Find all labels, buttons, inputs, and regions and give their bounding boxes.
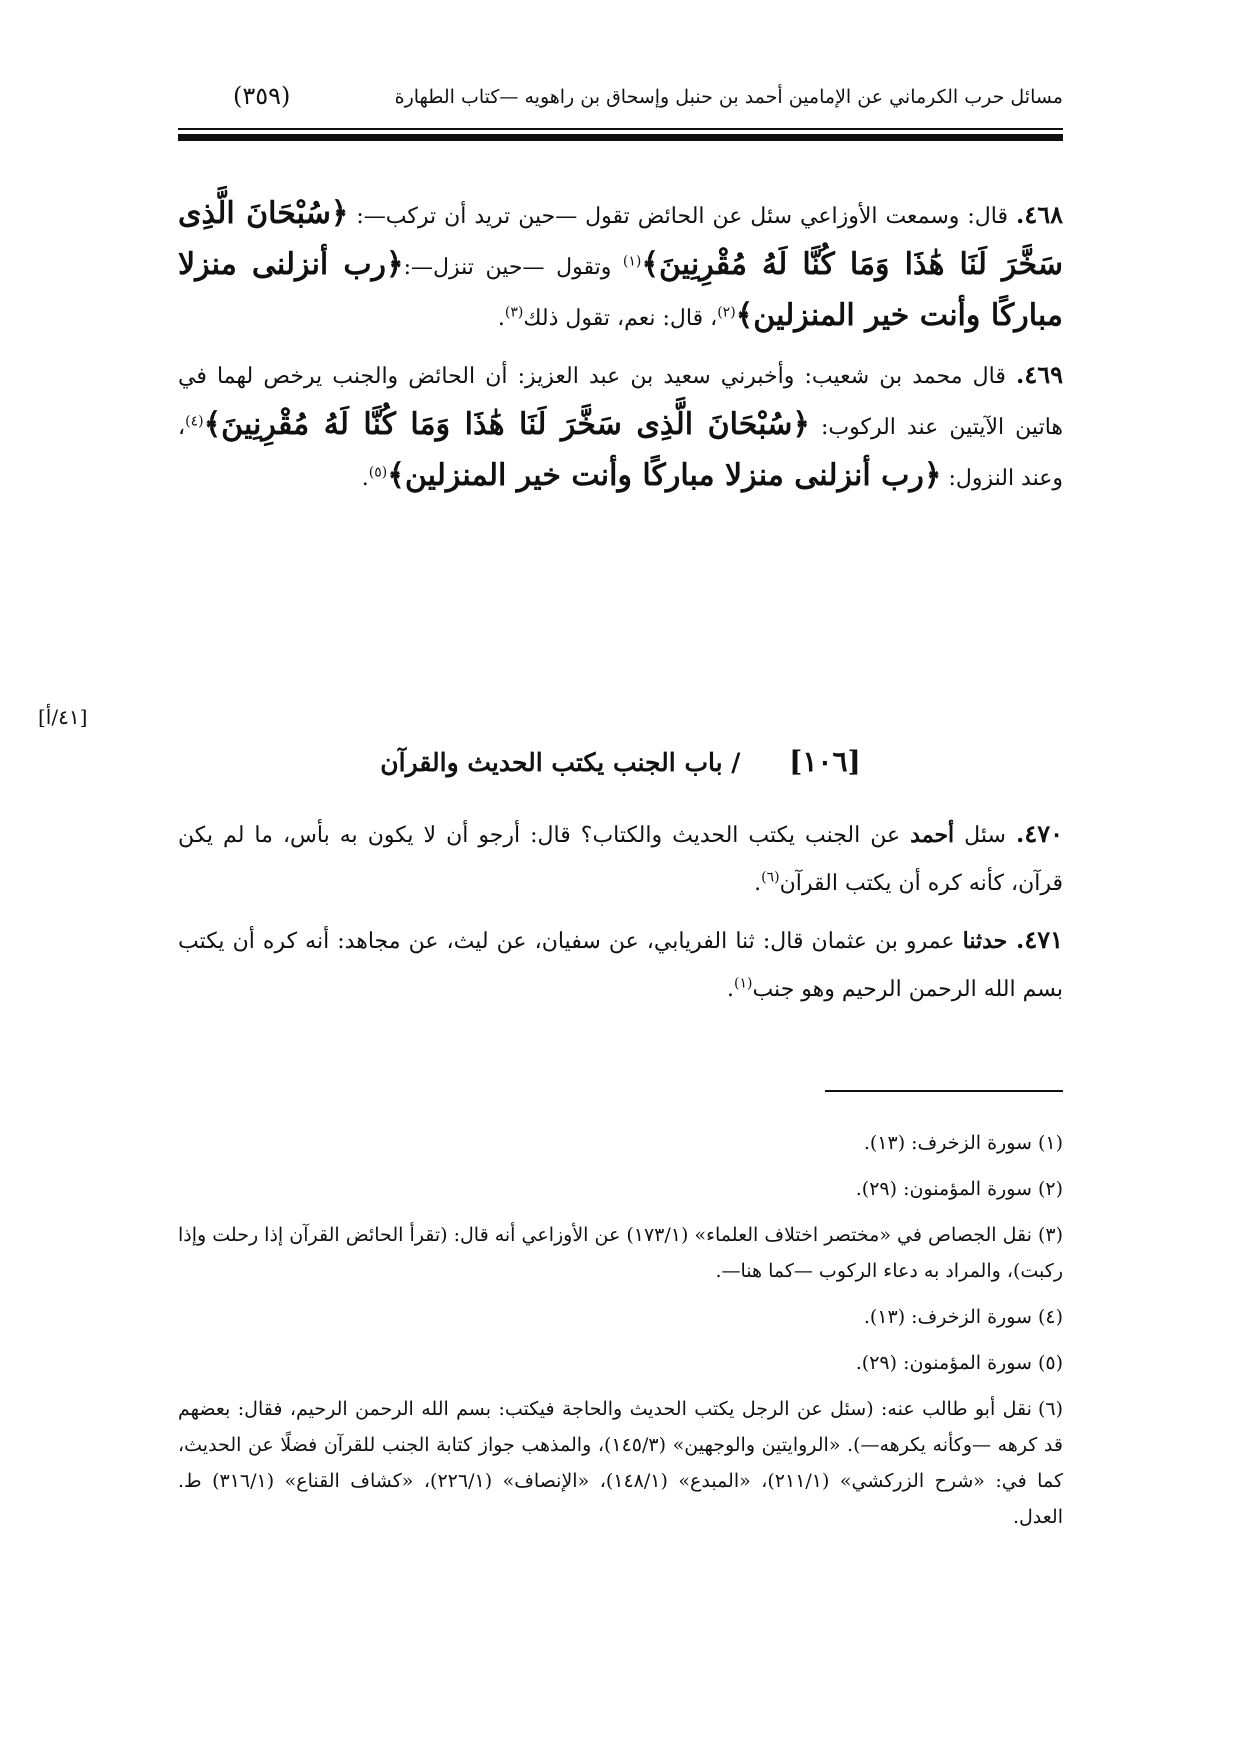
footnote-text: سورة المؤمنون: (٢٩).	[855, 1178, 1032, 1200]
header-rule-thick	[178, 134, 1063, 141]
footnote-text: سورة الزخرف: (١٣).	[863, 1306, 1032, 1328]
quran-verse: ﴿سُبْحَانَ الَّذِى سَخَّرَ لَنَا هَٰذَا وَمَا كُنَّا لَهُ مُقْرِنِينَ﴾	[203, 407, 810, 442]
chapter-number: [١٠٦]	[789, 745, 861, 778]
paragraph-text: وتقول —حين تنزل—:	[403, 255, 623, 280]
quran-verse: ﴿سُبْحَانَ الَّذِى سَخَّرَ لَنَا هَٰذَا وَمَا كُنَّا لَهُ مُقْرِنِينَ﴾	[178, 196, 1063, 282]
chapter-heading	[178, 745, 1063, 778]
page-number: (٣٥٩)	[233, 82, 291, 110]
footnote-ref: (٣)	[504, 304, 524, 321]
paragraph-text: عمرو بن عثمان قال: ثنا الفريابي، عن سفيان، عن ليث، عن مجاهد: أنه كره أن يكتب بسم الله الرحمن الرحيم وهو جنب	[178, 929, 1063, 1002]
main-text-upper	[178, 190, 1063, 503]
footnote-text: سورة المؤمنون: (٢٩).	[855, 1352, 1032, 1374]
footnote-text: نقل أبو طالب عنه: (سئل عن الرجل يكتب الحديث والحاجة فيكتب: بسم الله الرحمن الرحيم، فقال: بعضهم قد كرهه —وكأنه يكرهه—). «الروايتين والوجهين» (١٤٥/٣)، والمذهب جواز كتابة الجنب للقرآن فضلًا عن الحديث، كما في: «شرح الزركشي» (٢١١/١)، «المبدع» (١٤٨/١)، «الإنصاف» (٢٢٦/١)، «كشاف القناع» (٣١٦/١) ط. العدل.	[178, 1398, 1064, 1528]
header-rule-thin	[178, 128, 1063, 130]
paragraph-text: عن الجنب يكتب الحديث والكتاب؟ قال: أرجو أن لا يكون به بأس، ما لم يكن قرآن، كأنه كره أن يكتب القرآن	[178, 823, 1063, 896]
footnote-item	[178, 1171, 1063, 1207]
paragraph-text: .	[726, 977, 734, 1002]
footnote-mark: (٢)	[1037, 1178, 1063, 1200]
paragraph-471	[178, 916, 1063, 1014]
footnote-item	[178, 1345, 1063, 1381]
paragraph-text: .	[497, 306, 505, 331]
paragraph-text: قال محمد بن شعيب: وأخبرني سعيد بن عبد العزيز: أن الحائض والجنب يرخص لهما في هاتين الآيتين عند الركوب:	[178, 364, 1063, 440]
paragraph-text: قال: وسمعت الأوزاعي سئل عن الحائض تقول —حين تريد أن تركب—:	[348, 204, 1016, 229]
quran-verse: ﴿رب أنزلنى منزلا مباركًا وأنت خير المنزلين﴾	[178, 247, 1063, 333]
paragraph-text: ، وعند النزول:	[178, 415, 1063, 491]
footnote-mark: (٥)	[1037, 1352, 1063, 1374]
footnote-ref: (٢)	[717, 304, 736, 321]
footnote-mark: (٣)	[1037, 1224, 1063, 1246]
running-title: مسائل حرب الكرماني عن الإمامين أحمد بن حنبل وإسحاق بن راهويه —كتاب الطهارة	[394, 86, 1063, 108]
footnotes	[178, 1125, 1063, 1545]
paragraph-468	[178, 190, 1063, 343]
footnote-mark: (٤)	[1037, 1306, 1063, 1328]
page-header	[178, 78, 1063, 118]
paragraph-number: ٤٦٩.	[1015, 360, 1063, 389]
footnote-item	[178, 1299, 1063, 1335]
paragraph-469	[178, 351, 1063, 503]
footnote-separator	[825, 1090, 1063, 1092]
footnote-ref: (١)	[733, 975, 753, 992]
paragraph-number: ٤٧١.	[1015, 925, 1063, 954]
footnote-item	[178, 1125, 1063, 1161]
footnote-ref: (٥)	[368, 464, 388, 481]
imam-name: أحمد	[910, 822, 955, 848]
footnote-text: سورة الزخرف: (١٣).	[863, 1132, 1032, 1154]
footnote-item	[178, 1391, 1063, 1535]
footnote-ref: (٤)	[185, 413, 204, 430]
folio-marker: [٤١/أ]	[38, 705, 88, 729]
main-text-lower	[178, 810, 1063, 1014]
footnote-mark: (١)	[1037, 1132, 1063, 1154]
footnote-text: نقل الجصاص في «مختصر اختلاف العلماء» (١٧٣/١) عن الأوزاعي أنه قال: (تقرأ الحائض القرآن إذا رحلت وإذا ركبت)، والمراد به دعاء الركوب —كما هنا—.	[178, 1224, 1063, 1282]
paragraph-text: ، قال: نعم، تقول ذلك	[523, 306, 718, 331]
paragraph-number: ٤٧٠.	[1015, 819, 1063, 848]
paragraph-text: .	[361, 466, 369, 491]
paragraph-470	[178, 810, 1063, 908]
paragraph-text: سئل	[954, 823, 1016, 848]
narration-lead: حدثنا	[962, 928, 1016, 954]
paragraph-text: .	[754, 871, 762, 896]
chapter-title: / باب الجنب يكتب الحديث والقرآن	[380, 748, 741, 777]
footnote-mark: (٦)	[1037, 1398, 1063, 1420]
footnote-ref: (١)	[622, 253, 642, 270]
footnote-ref: (٦)	[761, 869, 780, 886]
paragraph-number: ٤٦٨.	[1015, 200, 1063, 229]
footnote-item	[178, 1217, 1063, 1289]
quran-verse: ﴿رب أنزلنى منزلا مباركًا وأنت خير المنزلين﴾	[387, 458, 942, 493]
